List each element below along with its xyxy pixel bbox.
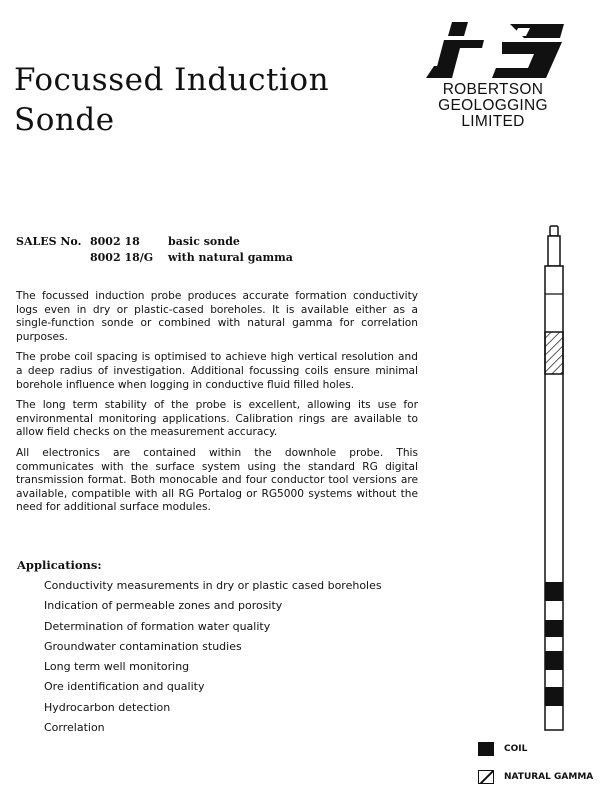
list-item: Hydrocarbon detection: [44, 700, 171, 714]
list-item: Indication of permeable zones and porosity: [44, 599, 283, 613]
list-item: Ore identification and quality: [44, 680, 205, 694]
company-line-1: ROBERTSON: [442, 81, 544, 98]
title-line-2: Sonde: [14, 102, 115, 138]
list-item: Long term well monitoring: [44, 660, 190, 674]
rg-logo-mark: [422, 16, 572, 82]
title-line-1: Focussed Induction: [14, 62, 330, 98]
probe-diagram: [540, 224, 570, 734]
sales-row: [16, 250, 293, 266]
sales-label: SALES No.: [16, 235, 82, 248]
sales-numbers: [16, 234, 293, 266]
company-line-3: LIMITED: [461, 113, 525, 130]
coil-section: [545, 620, 563, 637]
sales-description: basic sonde: [168, 235, 240, 248]
paragraph: All electronics are contained within the downhole probe. This communicates with the surface system using the standard RG digital transmission format. Both monocable and four conductor tool versions are available, compatible with all RG Portalog or RG5000 systems without the need for additional surface modules.: [16, 446, 418, 514]
sales-number: 8002 18/G: [90, 251, 154, 264]
paragraph: The focussed induction probe produces accurate formation conductivity logs even in dry or plastic-cased boreholes. It is available either as a single-function sonde or combined with natural gamma for correlation purposes.: [16, 290, 418, 343]
sales-number: 8002 18: [90, 235, 140, 248]
coil-swatch: [478, 742, 494, 756]
list-item: Correlation: [44, 721, 105, 735]
legend-label: COIL: [504, 744, 528, 754]
natural-gamma-swatch: [478, 770, 494, 784]
list-item: Determination of formation water quality: [44, 619, 271, 633]
paragraph: The long term stability of the probe is excellent, allowing its use for environmental monitoring applications. Calibration rings are available to allow field checks on the measurement accuracy.: [16, 399, 418, 439]
natural-gamma-section: [545, 332, 563, 374]
sales-row: [16, 234, 293, 250]
company-logo: [418, 16, 588, 136]
legend-item-coil: [478, 742, 527, 756]
applications-heading: Applications:: [17, 558, 102, 572]
coil-section: [545, 582, 563, 601]
coil-section: [545, 687, 563, 706]
list-item: Groundwater contamination studies: [44, 639, 242, 653]
applications-list: [44, 576, 382, 738]
company-line-2: GEOLOGGING: [438, 97, 548, 114]
legend-label: NATURAL GAMMA: [504, 772, 594, 782]
sales-description: with natural gamma: [168, 251, 293, 264]
paragraph: The probe coil spacing is optimised to achieve high vertical resolution and a deep radius of investigation. Additional focussing coils ensure minimal borehole influence when logging in conductive fluid filled holes.: [16, 351, 418, 391]
description-text: [16, 290, 418, 522]
company-name: [418, 82, 568, 130]
probe-cap: [550, 226, 558, 236]
page-title: [14, 60, 329, 140]
coil-section: [545, 651, 563, 670]
list-item: Conductivity measurements in dry or plastic cased boreholes: [44, 579, 382, 592]
probe-neck: [548, 236, 560, 266]
legend-item-natural-gamma: [478, 770, 593, 784]
